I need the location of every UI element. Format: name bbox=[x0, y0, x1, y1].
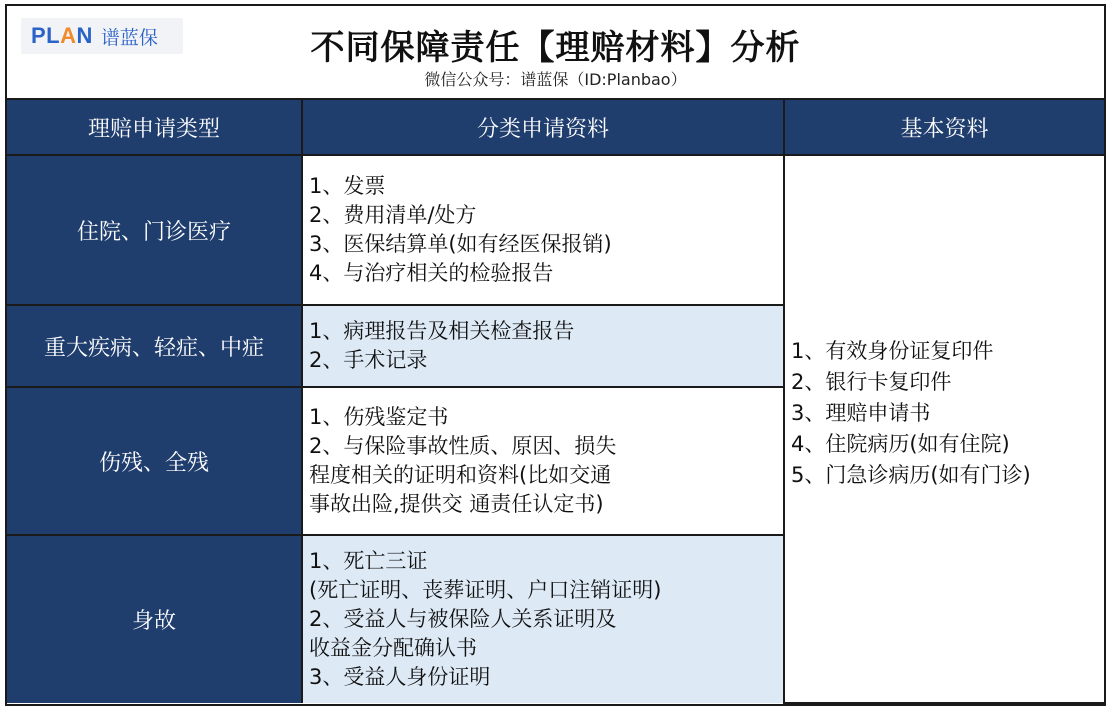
material-line: 事故出险,提供交 通责任认定书) bbox=[309, 492, 604, 516]
materials-cell bbox=[302, 155, 784, 305]
column-header-category-materials: 分类申请资料 bbox=[302, 100, 784, 155]
claims-table bbox=[7, 100, 1104, 704]
page-subtitle: 微信公众号：谱蓝保（ID:Planbao） bbox=[424, 70, 687, 89]
logo-text: 谱蓝保 bbox=[100, 26, 158, 49]
materials-cell bbox=[302, 305, 784, 387]
basic-material-line: 4、住院病历(如有住院) bbox=[791, 431, 1010, 456]
material-line: 4、与治疗相关的检验报告 bbox=[309, 261, 554, 285]
material-line: 2、费用清单/处方 bbox=[309, 203, 477, 227]
table-row bbox=[7, 155, 1104, 305]
material-line: 2、手术记录 bbox=[309, 348, 428, 372]
material-line: 收益金分配确认书 bbox=[309, 636, 477, 660]
material-line: 3、受益人身份证明 bbox=[309, 665, 491, 689]
header bbox=[7, 6, 1104, 100]
page-title: 不同保障责任【理赔材料】分析 bbox=[310, 28, 801, 68]
claim-type-cell: 伤残、全残 bbox=[7, 387, 302, 535]
material-line: 2、受益人与被保险人关系证明及 bbox=[309, 607, 617, 631]
material-line: 程度相关的证明和资料(比如交通 bbox=[309, 463, 612, 487]
material-line: 1、病理报告及相关检查报告 bbox=[309, 319, 575, 343]
materials-cell bbox=[302, 387, 784, 535]
claim-type-cell: 重大疾病、轻症、中症 bbox=[7, 305, 302, 387]
basic-material-line: 1、有效身份证复印件 bbox=[791, 338, 994, 363]
basic-material-line: 5、门急诊病历(如有门诊) bbox=[791, 462, 1031, 487]
basic-material-line: 3、理赔申请书 bbox=[791, 400, 931, 425]
basic-material-line: 2、银行卡复印件 bbox=[791, 369, 952, 394]
claim-type-cell: 住院、门诊医疗 bbox=[7, 155, 302, 305]
material-line: 1、死亡三证 bbox=[309, 549, 428, 573]
basic-materials-cell bbox=[784, 155, 1104, 703]
material-line: 2、与保险事故性质、原因、损失 bbox=[309, 434, 617, 458]
material-line: (死亡证明、丧葬证明、户口注销证明) bbox=[309, 578, 662, 602]
material-line: 1、伤残鉴定书 bbox=[309, 405, 449, 429]
column-header-basic-materials: 基本资料 bbox=[784, 100, 1104, 155]
table-header-row bbox=[7, 100, 1104, 155]
claims-materials-sheet bbox=[5, 4, 1106, 706]
claim-type-cell: 身故 bbox=[7, 535, 302, 703]
material-line: 3、医保结算单(如有经医保报销) bbox=[309, 232, 612, 256]
materials-cell bbox=[302, 535, 784, 703]
logo-mark: PLAN bbox=[31, 23, 93, 48]
column-header-claim-type: 理赔申请类型 bbox=[7, 100, 302, 155]
material-line: 1、发票 bbox=[309, 174, 386, 198]
